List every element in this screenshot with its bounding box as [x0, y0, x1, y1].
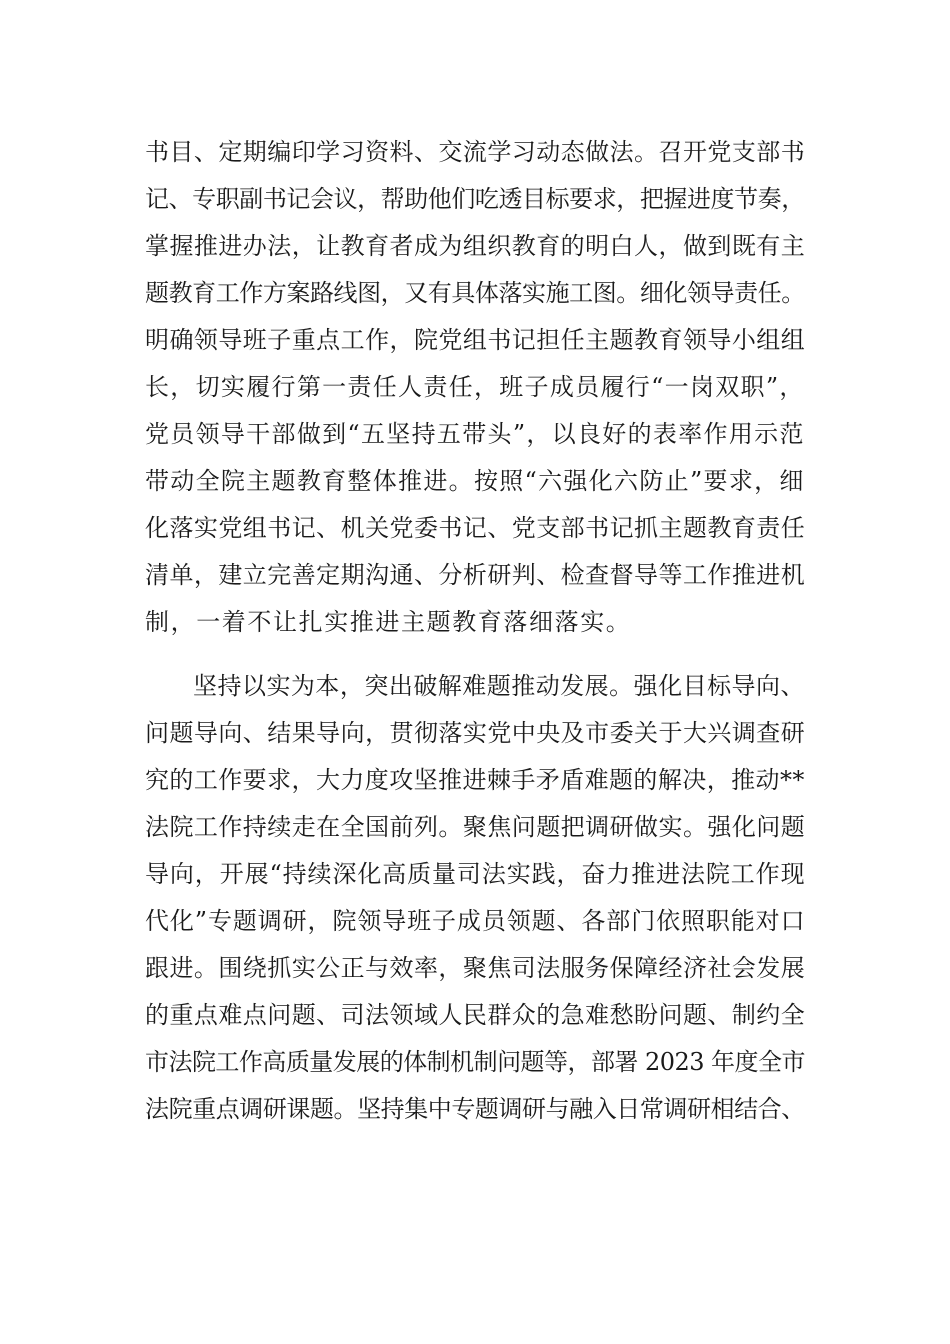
text-line: 导向，开展“持续深化高质量司法实践，奋力推进法院工作现: [145, 860, 806, 888]
text-line: 带动全院主题教育整体推进。按照“六强化六防止”要求，细: [145, 467, 805, 495]
text-line: 掌握推进办法，让教育者成为组织教育的明白人，做到既有主: [145, 232, 806, 260]
text-line: 明确领导班子重点工作，院党组书记担任主题教育领导小组组: [145, 326, 806, 354]
text-line: 记、专职副书记会议，帮助他们吃透目标要求，把握进度节奏，: [145, 185, 805, 213]
text-line: 化落实党组书记、机关党委书记、党支部书记抓主题教育责任: [145, 514, 806, 542]
text-line: 制，一着不让扎实推进主题教育落细落实。: [145, 608, 632, 636]
text-line: 市法院工作高质量发展的体制机制问题等，部署 2023 年度全市: [145, 1048, 805, 1076]
text-line: 坚持以实为本，突出破解难题推动发展。强化目标导向、: [193, 672, 805, 700]
text-line: 党员领导干部做到“五坚持五带头”，以良好的表率作用示范: [145, 420, 805, 448]
text-line: 法院工作持续走在全国前列。聚焦问题把调研做实。强化问题: [145, 813, 806, 841]
text-line: 的重点难点问题、司法领域人民群众的急难愁盼问题、制约全: [145, 1001, 806, 1029]
text-line: 代化”专题调研，院领导班子成员领题、各部门依照职能对口: [145, 907, 806, 935]
text-line: 问题导向、结果导向，贯彻落实党中央及市委关于大兴调查研: [145, 719, 806, 747]
text-line: 法院重点调研课题。坚持集中专题调研与融入日常调研相结合、: [145, 1095, 805, 1123]
text-line: 题教育工作方案路线图，又有具体落实施工图。细化领导责任。: [145, 279, 805, 307]
text-line: 清单，建立完善定期沟通、分析研判、检查督导等工作推进机: [145, 561, 806, 589]
text-line: 书目、定期编印学习资料、交流学习动态做法。召开党支部书: [145, 138, 806, 166]
text-line: 长，切实履行第一责任人责任，班子成员履行“一岗双职”，: [145, 373, 805, 401]
text-line: 跟进。围绕抓实公正与效率，聚焦司法服务保障经济社会发展: [145, 954, 806, 982]
text-line: 究的工作要求，大力度攻坚推进棘手矛盾难题的解决，推动**: [145, 766, 805, 794]
